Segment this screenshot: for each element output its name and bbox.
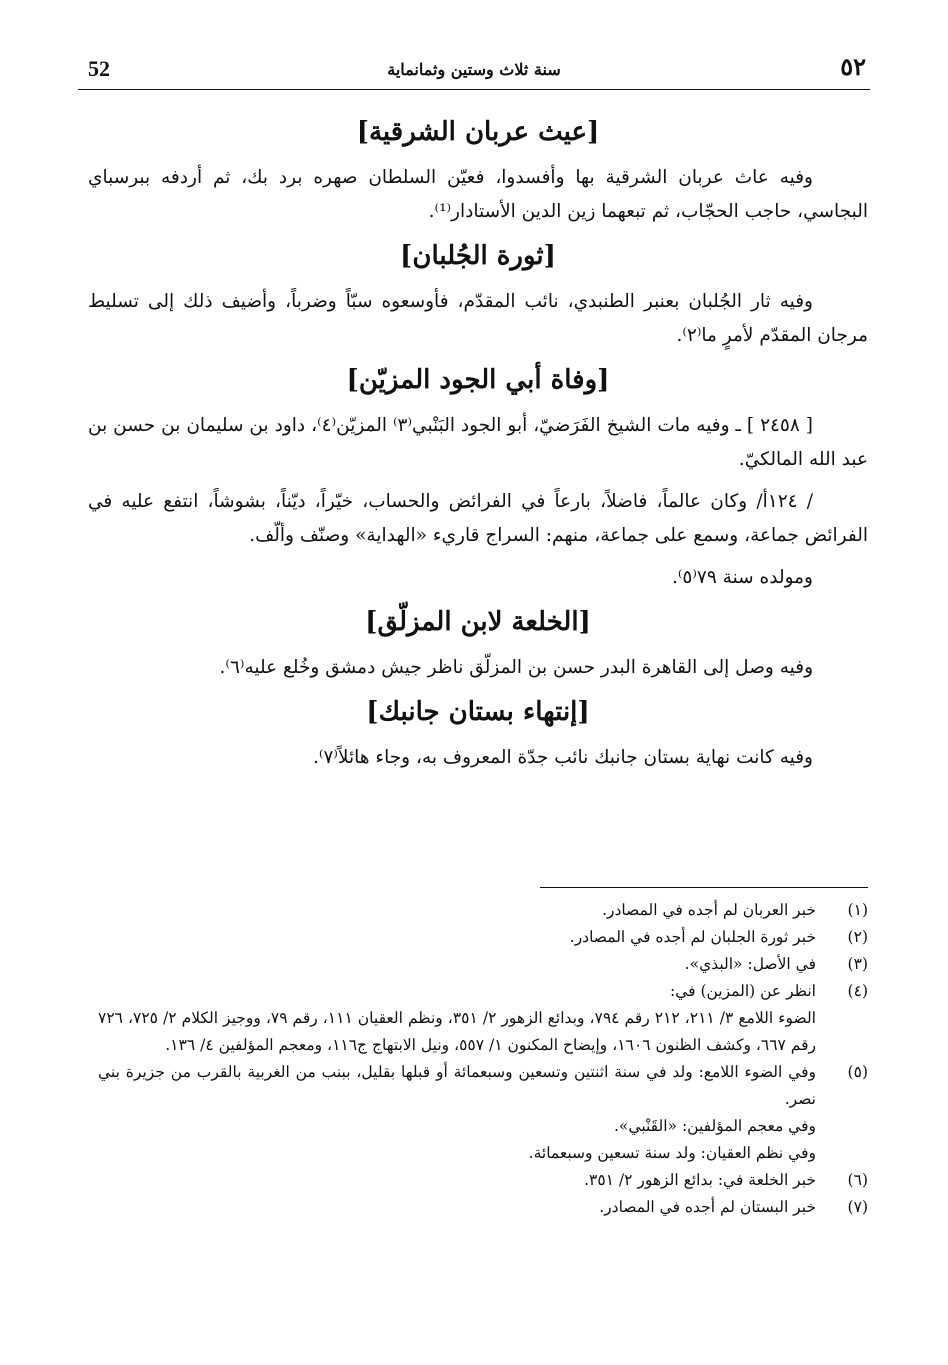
footnote	[98, 897, 868, 924]
header-rule	[78, 89, 870, 90]
footnote	[98, 1167, 868, 1194]
main-text	[88, 105, 868, 775]
footnote-text: خبر العربان لم أجده في المصادر.	[602, 901, 816, 919]
footnote	[98, 1059, 868, 1113]
footnote-continuation: الضوء اللامع ٣/ ٢١١، ٢١٢ رقم ٧٩٤، وبدائع الزهور ٢/ ٣٥١، ونظم العقيان ١١١، رقم ٧٩، ووجيز الكلام ٢/ ٧٢٥، ٧٢٦ رقم ٦٦٧، وكشف الظنون ١٦٠٦، وإيضاح المكنون ١/ ٥٥٧، ونيل الابتهاج ج١١٦، ومعجم المؤلفين ٤/ ١٣٦.	[98, 1009, 816, 1054]
paragraph: وفيه كانت نهاية بستان جانبك نائب جدّة المعروف به، وجاء هائلاً⁽٧⁾.	[313, 747, 813, 768]
footnote-number: (٧)	[847, 1198, 868, 1216]
paragraph: وفيه وصل إلى القاهرة البدر حسن بن المزلّق ناظر جيش دمشق وخُلع عليه⁽٦⁾.	[219, 657, 813, 678]
footnote-text: خبر ثورة الجلبان لم أجده في المصادر.	[569, 928, 816, 946]
section-heading: [وفاة أبي الجود المزيّن]	[346, 365, 610, 395]
footnote-text: وفي الضوء اللامع: ولد في سنة اثنتين وتسعين وسبعمائة أو قبلها بقليل، ببنب من الغربية بالقرب من جزيرة بني نصر.	[98, 1063, 816, 1108]
page-number-arabic: ٥٢	[840, 52, 866, 81]
footnote-number: (٥)	[847, 1063, 868, 1081]
footnote-number: (٢)	[847, 928, 868, 946]
section-heading: [إنتهاء بستان جانبك]	[366, 697, 590, 727]
footnotes	[98, 897, 868, 1221]
section-heading: [عيث عربان الشرقية]	[356, 117, 600, 147]
footnote-text: خبر البستان لم أجده في المصادر.	[599, 1198, 816, 1216]
page-number-latin: 52	[88, 56, 110, 81]
footnote	[98, 951, 868, 978]
footnote	[98, 1194, 868, 1221]
footnote-continuation: وفي معجم المؤلفين: «القَنْبي».	[614, 1117, 816, 1135]
footnote-rule	[540, 887, 868, 888]
section-heading: [ثورة الجُلبان]	[400, 241, 556, 271]
footnote-number: (١)	[847, 901, 868, 919]
footnote-number: (٤)	[847, 982, 868, 1000]
page-header	[78, 52, 870, 92]
entry-paragraph: [ ٢٤٥٨ ] ـ وفيه مات الشيخ الفَرَضيّ، أبو الجود البَنْبي⁽٣⁾ المزيّن⁽٤⁾، داود بن سليمان بن حسن بن عبد الله المالكيّ.	[88, 415, 868, 470]
paragraph: وفيه ثار الجُلبان بعنبر الطنبدي، نائب المقدّم، فأوسعوه سبّاً وضرباً، وأضيف ذلك إلى تسليط مرجان المقدّم لأمرٍ ما⁽٢⁾.	[88, 291, 868, 346]
footnote-number: (٦)	[847, 1171, 868, 1189]
footnote-continuation: وفي نظم العقيان: ولد سنة تسعين وسبعمائة.	[528, 1144, 816, 1162]
footnote-text: خبر الخلعة في: بدائع الزهور ٢/ ٣٥١.	[584, 1171, 816, 1189]
paragraph: ومولده سنة ٧٩⁽٥⁾.	[671, 567, 813, 588]
paragraph: / ١٢٤أ/ وكان عالماً، فاضلاً، بارعاً في الفرائض والحساب، خيّراً، ديّناً، بشوشاً، انتفع عليه في الفرائض جماعة، وسمع على جماعة، منهم: السراج قاريء «الهداية» وصنّف وألّف.	[88, 491, 868, 546]
running-title: سنة ثلاث وستين وثمانماية	[387, 60, 561, 79]
paragraph: وفيه عاث عربان الشرقية بها وأفسدوا، فعيّن السلطان صهره برد بك، ثم أردفه ببرسباي البجاسي، حاجب الحجّاب، ثم تبعهما زين الدين الأستادار⁽¹⁾.	[88, 167, 868, 222]
footnote-text: في الأصل: «البذي».	[684, 955, 816, 973]
footnote	[98, 978, 868, 1005]
footnote-number: (٣)	[847, 955, 868, 973]
footnote-text: انظر عن (المزين) في:	[669, 982, 816, 1000]
footnote	[98, 924, 868, 951]
section-heading: [الخلعة لابن المزلّق]	[365, 607, 591, 637]
